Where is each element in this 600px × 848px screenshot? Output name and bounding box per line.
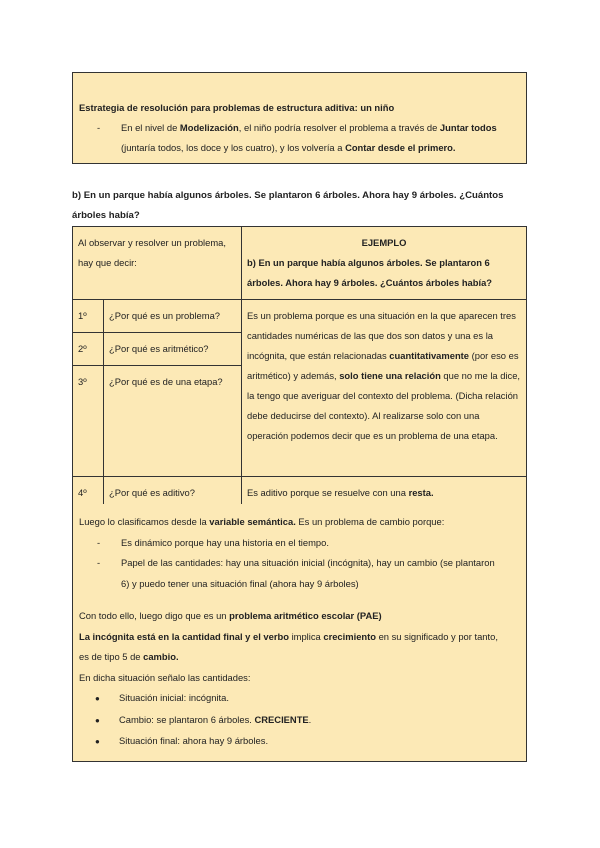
header-left: Al observar y resolver un problema, hay que decir: xyxy=(73,227,242,300)
dash-item: - Papel de las cantidades: hay una situación inicial (incógnita), hay un cambio (se plantaron xyxy=(97,557,495,568)
analysis-table xyxy=(72,226,527,510)
bullet-item: ● Situación final: ahora hay 9 árboles. xyxy=(95,735,269,746)
example-text: b) En un parque había algunos árboles. Se plantaron 6 árboles. Ahora hay 9 árboles. ¿Cuántos árboles había? xyxy=(247,257,493,288)
strategy-box xyxy=(72,72,527,164)
row-question: ¿Por qué es de una etapa? xyxy=(104,366,242,477)
header-right xyxy=(242,227,527,300)
bullet-item: ● Situación inicial: incógnita. xyxy=(95,692,229,703)
bullet-item: ● Cambio: se plantaron 6 árboles. CRECIENTE. xyxy=(95,713,312,725)
classification-line: Luego lo clasificamos desde la variable semántica. Es un problema de cambio porque: xyxy=(79,516,445,527)
strategy-title: Estrategia de resolución para problemas de estructura aditiva: un niño xyxy=(79,102,395,113)
row-question: ¿Por qué es aditivo? xyxy=(104,477,242,510)
row-num: 3º xyxy=(73,366,104,477)
dash-item-cont: 6) y puedo tener una situación final (ahora hay 9 árboles) xyxy=(121,577,359,589)
type-line: es de tipo 5 de cambio. xyxy=(79,651,179,662)
strategy-item: - En el nivel de Modelización, el niño podría resolver el problema a través de Juntar todos xyxy=(97,122,497,133)
classification-box xyxy=(72,504,527,762)
answer-cell: Es un problema porque es una situación en la que aparecen tres cantidades numéricas de las que dos son datos y una es la incógnita, que están relacionadas cuantitativamente (por eso es aritmético) y además, solo tiene una relación que no me la dice, la tengo que averiguar del contexto del problema. (Dicha relación debe deducirse del contexto). Al realizarse solo con una operación podemos decir que es un problema de una etapa. xyxy=(242,300,527,477)
pae-line: Con todo ello, luego digo que es un problema aritmético escolar (PAE) xyxy=(79,610,382,621)
strategy-item-cont: (juntaría todos, los doce y los cuatro), y los volvería a Contar desde el primero. xyxy=(121,142,456,153)
unknown-line: La incógnita está en la cantidad final y el verbo implica crecimiento en su significado y por tanto, xyxy=(79,630,498,642)
row-num: 1º xyxy=(73,300,104,333)
row-num: 4º xyxy=(73,477,104,510)
table-header-row xyxy=(73,227,527,300)
quantities-intro: En dicha situación señalo las cantidades: xyxy=(79,671,251,683)
row-question: ¿Por qué es aritmético? xyxy=(104,333,242,366)
row-question: ¿Por qué es un problema? xyxy=(104,300,242,333)
example-title: EJEMPLO xyxy=(361,237,407,248)
row-num: 2º xyxy=(73,333,104,366)
table-row xyxy=(73,300,527,333)
question-b: b) En un parque había algunos árboles. Se plantaron 6 árboles. Ahora hay 9 árboles. ¿Cuántos árboles había? xyxy=(72,190,504,221)
answer-cell-4: Es aditivo porque se resuelve con una resta. xyxy=(242,477,527,510)
dash-item: - Es dinámico porque hay una historia en el tiempo. xyxy=(97,536,329,548)
